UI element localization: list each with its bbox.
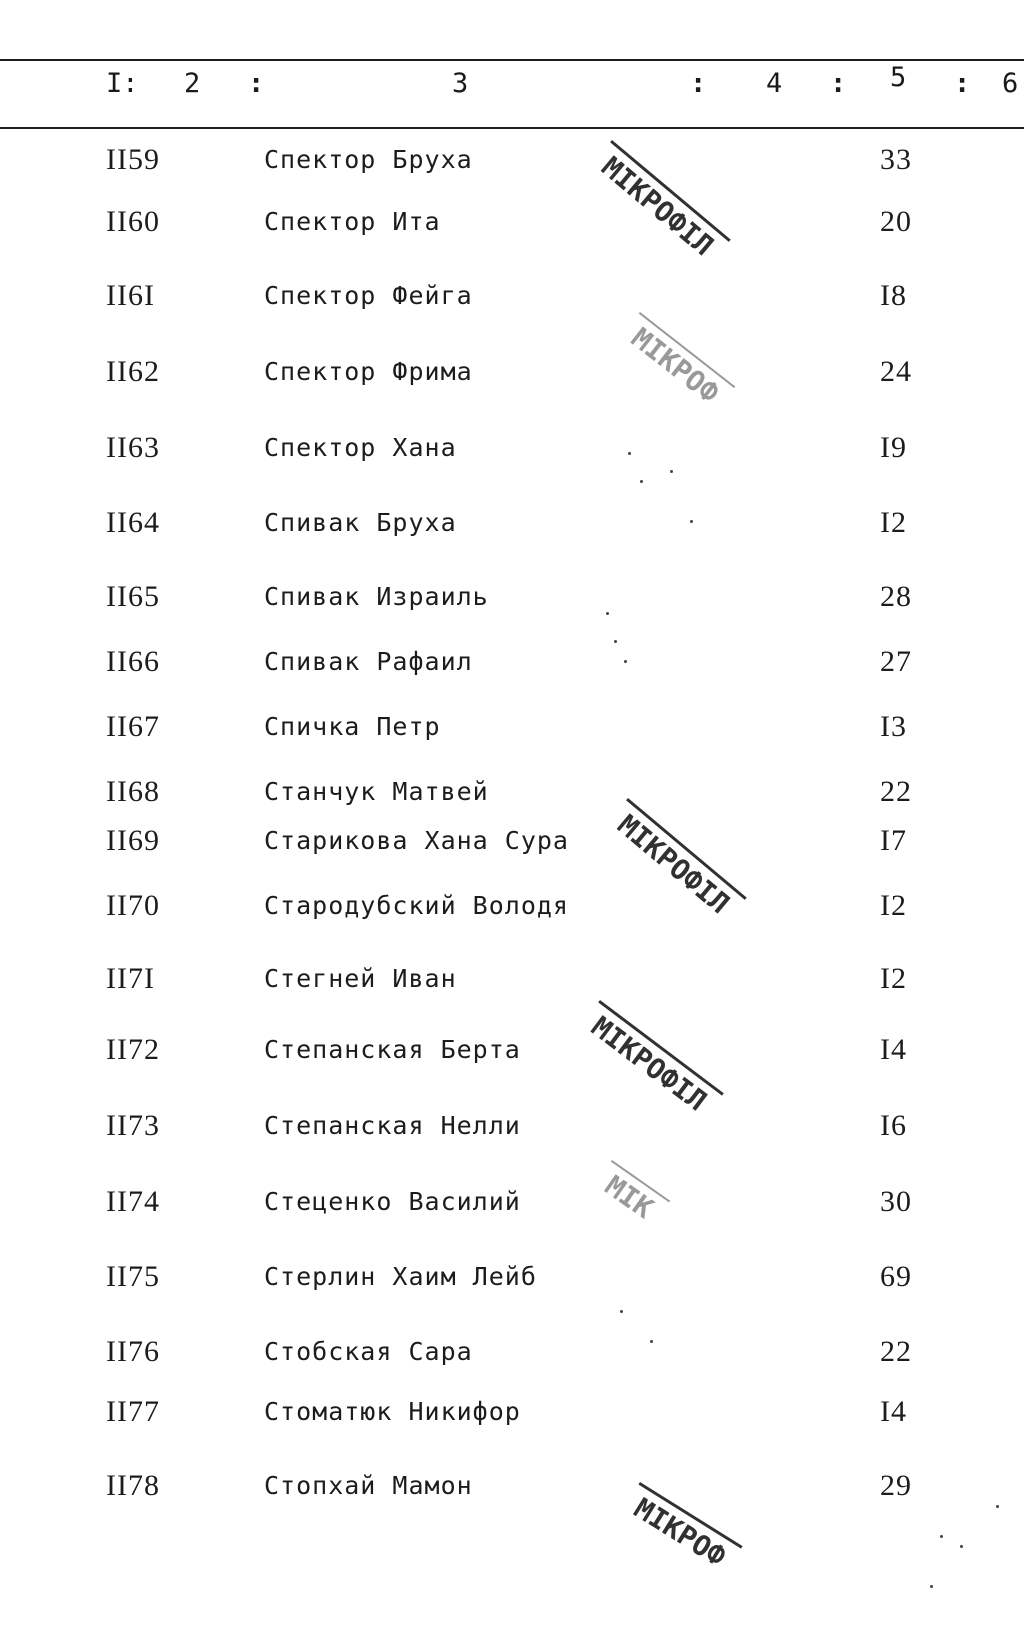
page-count: I8 xyxy=(880,279,907,312)
person-name: Стопхай Мамон xyxy=(264,1471,473,1500)
microfilm-stamp: МІКРОФІЛ xyxy=(577,1000,724,1124)
record-number: II72 xyxy=(106,1033,160,1066)
page-count: I2 xyxy=(880,889,907,922)
column-header-4: 4 xyxy=(766,68,783,99)
record-number: II70 xyxy=(106,889,160,922)
record-number: II68 xyxy=(106,775,160,808)
ink-speck xyxy=(614,640,617,643)
ink-speck xyxy=(996,1505,999,1508)
person-name: Стоматюк Никифор xyxy=(264,1397,521,1426)
column-header-5: 5 xyxy=(890,62,907,93)
record-number: II63 xyxy=(106,431,160,464)
table-row xyxy=(0,959,1024,999)
page-count: I9 xyxy=(880,431,907,464)
record-number: II7I xyxy=(106,962,155,995)
ink-speck xyxy=(670,470,673,473)
page-count: I4 xyxy=(880,1395,907,1428)
person-name: Степанская Берта xyxy=(264,1035,521,1064)
record-number: II73 xyxy=(106,1109,160,1142)
column-header-6: 6 xyxy=(1002,68,1019,99)
page-count: 33 xyxy=(880,143,912,176)
ink-speck xyxy=(940,1535,943,1538)
record-number: II59 xyxy=(106,143,160,176)
page-count: 30 xyxy=(880,1185,912,1218)
column-header-1: I: xyxy=(106,68,139,99)
table-row xyxy=(0,1030,1024,1070)
page-count: 22 xyxy=(880,775,912,808)
record-number: II74 xyxy=(106,1185,160,1218)
column-separator: : xyxy=(954,68,971,99)
record-number: II69 xyxy=(106,824,160,857)
page-count: 24 xyxy=(880,355,912,388)
page-count: I3 xyxy=(880,710,907,743)
person-name: Спектор Бруха xyxy=(264,145,473,174)
column-separator: : xyxy=(248,68,265,99)
person-name: Степанская Нелли xyxy=(264,1111,521,1140)
page-count: I2 xyxy=(880,506,907,539)
table-row xyxy=(0,503,1024,543)
ink-speck xyxy=(930,1585,933,1588)
page-count: I6 xyxy=(880,1109,907,1142)
person-name: Стародубский Володя xyxy=(264,891,569,920)
table-row xyxy=(0,821,1024,861)
person-name: Спивак Бруха xyxy=(264,508,457,537)
table-row xyxy=(0,1466,1024,1506)
record-number: II6I xyxy=(106,279,155,312)
record-number: II75 xyxy=(106,1260,160,1293)
person-name: Стегней Иван xyxy=(264,964,457,993)
page-count: I7 xyxy=(880,824,907,857)
table-row xyxy=(0,1106,1024,1146)
header-bottom-rule xyxy=(0,127,1024,129)
person-name: Спектор Хана xyxy=(264,433,457,462)
page-count: 22 xyxy=(880,1335,912,1368)
person-name: Спивак Рафаил xyxy=(264,647,473,676)
microfilm-stamp: МІКРОФ xyxy=(617,312,735,416)
table-row xyxy=(0,140,1024,180)
person-name: Спектор Ита xyxy=(264,207,441,236)
page-count: I2 xyxy=(880,962,907,995)
header-top-rule xyxy=(0,59,1024,61)
person-name: Спектор Фейга xyxy=(264,281,473,310)
table-row xyxy=(0,1392,1024,1432)
record-number: II66 xyxy=(106,645,160,678)
page-count: 28 xyxy=(880,580,912,613)
microfilm-stamp: МІКРОФІЛ xyxy=(588,140,731,269)
table-row xyxy=(0,352,1024,392)
ink-speck xyxy=(960,1545,963,1548)
person-name: Спектор Фрима xyxy=(264,357,473,386)
page-count: 29 xyxy=(880,1469,912,1502)
person-name: Спичка Петр xyxy=(264,712,441,741)
person-name: Стеценко Василий xyxy=(264,1187,521,1216)
record-number: II67 xyxy=(106,710,160,743)
table-row xyxy=(0,1182,1024,1222)
page-count: 27 xyxy=(880,645,912,678)
microfilm-stamp: МІКРОФІЛ xyxy=(604,798,747,927)
ink-speck xyxy=(640,480,643,483)
record-number: II65 xyxy=(106,580,160,613)
column-separator: : xyxy=(830,68,847,99)
page-count: 20 xyxy=(880,205,912,238)
column-separator: : xyxy=(690,68,707,99)
table-row xyxy=(0,1332,1024,1372)
ink-speck xyxy=(606,612,609,615)
record-number: II60 xyxy=(106,205,160,238)
table-row xyxy=(0,1257,1024,1297)
page-count: 69 xyxy=(880,1260,912,1293)
person-name: Старикова Хана Сура xyxy=(264,826,569,855)
microfilm-stamp: МІКРОФ xyxy=(620,1482,743,1578)
ink-speck xyxy=(620,1310,623,1313)
column-header-2: 2 xyxy=(184,68,201,99)
ink-speck xyxy=(624,660,627,663)
column-header-3: 3 xyxy=(452,68,469,99)
person-name: Стерлин Хаим Лейб xyxy=(264,1262,537,1291)
person-name: Стобская Сара xyxy=(264,1337,473,1366)
ink-speck xyxy=(650,1340,653,1343)
microfilm-stamp: МІК xyxy=(591,1160,670,1231)
record-number: II78 xyxy=(106,1469,160,1502)
table-row xyxy=(0,642,1024,682)
table-row xyxy=(0,707,1024,747)
record-number: II64 xyxy=(106,506,160,539)
page-count: I4 xyxy=(880,1033,907,1066)
table-row xyxy=(0,577,1024,617)
table-row xyxy=(0,202,1024,242)
table-row xyxy=(0,276,1024,316)
person-name: Станчук Матвей xyxy=(264,777,489,806)
record-number: II77 xyxy=(106,1395,160,1428)
ink-speck xyxy=(690,520,693,523)
table-row xyxy=(0,886,1024,926)
table-row xyxy=(0,772,1024,812)
record-number: II62 xyxy=(106,355,160,388)
ink-speck xyxy=(628,452,631,455)
person-name: Спивак Израиль xyxy=(264,582,489,611)
record-number: II76 xyxy=(106,1335,160,1368)
table-row xyxy=(0,428,1024,468)
